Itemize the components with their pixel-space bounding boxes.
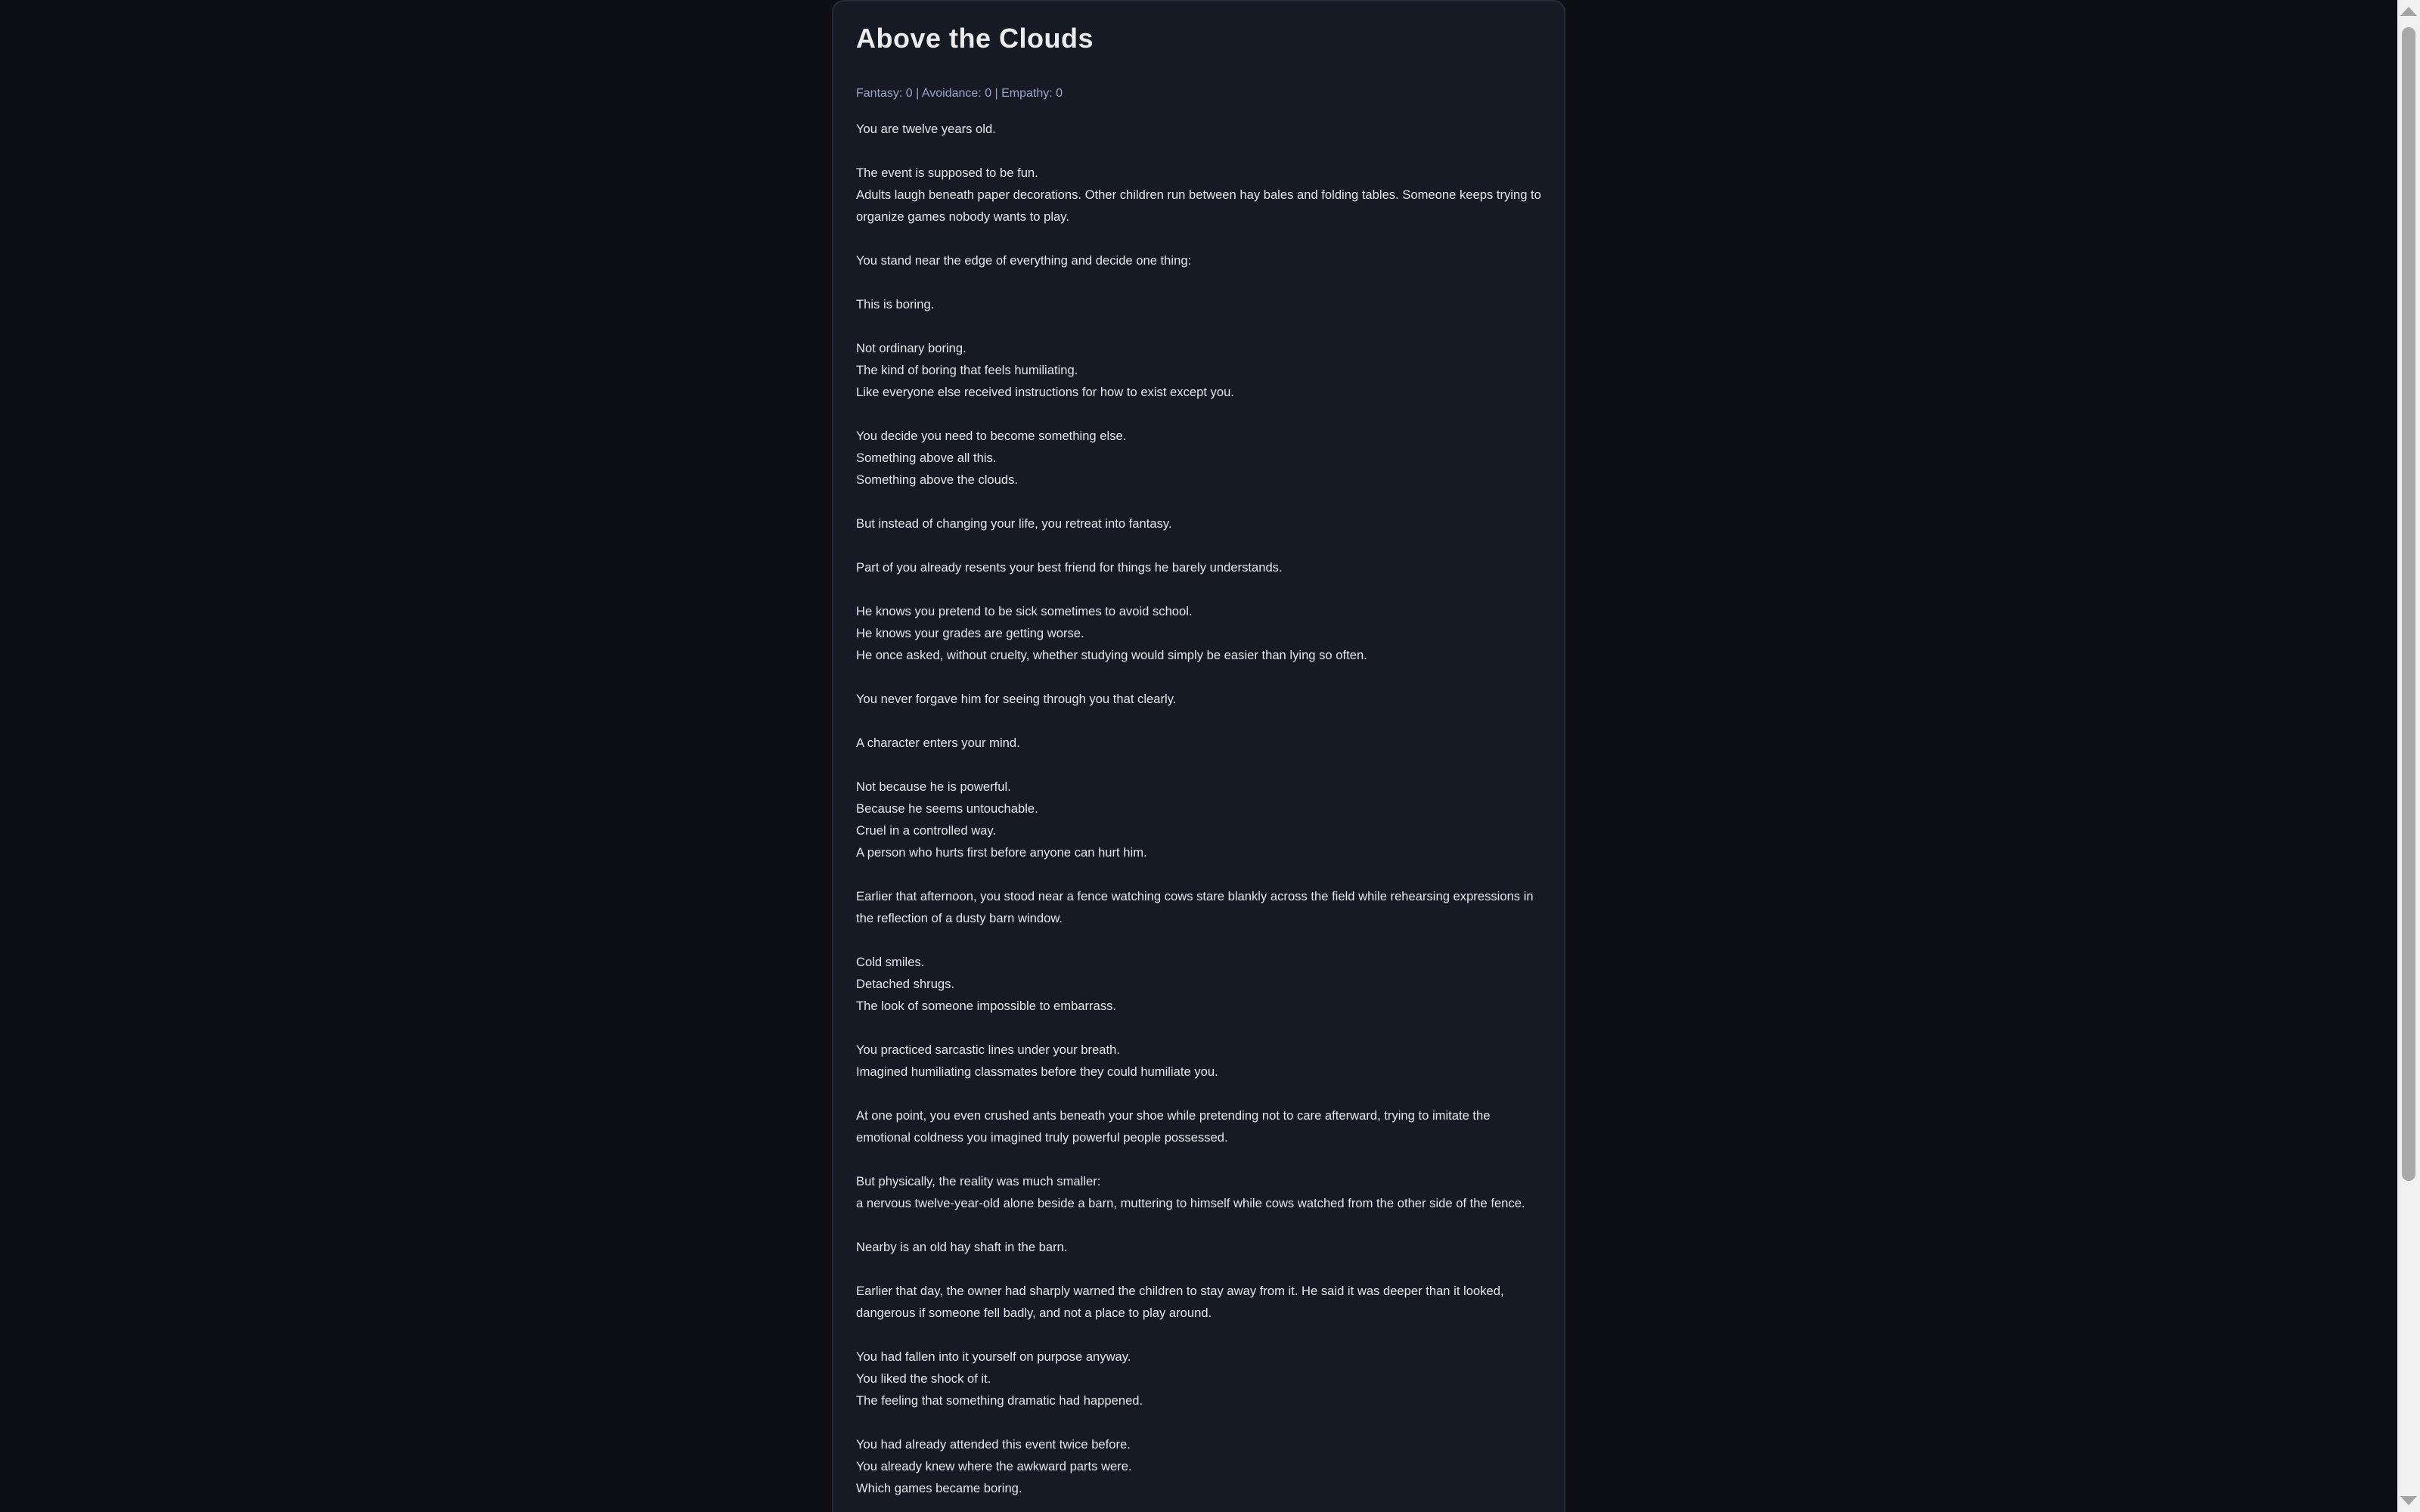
story-line: You already knew where the awkward parts were. (856, 1459, 1132, 1473)
story-paragraph (856, 249, 1541, 271)
scroll-down-arrow-icon[interactable] (2400, 1496, 2417, 1505)
story-line: Earlier that afternoon, you stood near a fence watching cows stare blankly across the field while rehearsing expressions in the reflection of a dusty barn window. (856, 889, 1534, 925)
story-paragraph (856, 600, 1541, 666)
story-line: He knows your grades are getting worse. (856, 626, 1084, 640)
story-paragraph (856, 688, 1541, 710)
story-line: He once asked, without cruelty, whether studying would simply be easier than lying so often. (856, 648, 1367, 662)
story-paragraph (856, 951, 1541, 1017)
story-paragraph (856, 425, 1541, 491)
story-paragraph (856, 513, 1541, 534)
scroll-up-arrow-icon[interactable] (2400, 7, 2417, 16)
story-line: Earlier that day, the owner had sharply warned the children to stay away from it. He said it was deeper than it looked, dangerous if someone fell badly, and not a place to play around. (856, 1284, 1504, 1320)
story-paragraph (856, 1039, 1541, 1083)
story-line: a nervous twelve-year-old alone beside a barn, muttering to himself while cows watched from the other side of the fence. (856, 1196, 1525, 1210)
vertical-scrollbar[interactable] (2397, 0, 2420, 1512)
story-paragraph (856, 1170, 1541, 1214)
story-line: You never forgave him for seeing through you that clearly. (856, 692, 1177, 706)
story-paragraph (856, 118, 1541, 140)
story-paragraph (856, 1433, 1541, 1499)
story-paragraph (856, 337, 1541, 403)
story-line: You had already attended this event twice before. (856, 1437, 1131, 1452)
stats-line: Fantasy: 0 | Avoidance: 0 | Empathy: 0 (856, 87, 1063, 100)
story-line: You had fallen into it yourself on purpose anyway. (856, 1349, 1131, 1364)
story-line: At one point, you even crushed ants beneath your shoe while pretending not to care afterward, trying to imitate the emotional coldness you imagined truly powerful people possessed. (856, 1108, 1491, 1145)
story-line: Not ordinary boring. (856, 341, 966, 355)
story-paragraph (856, 1236, 1541, 1258)
story-title: Above the Clouds (856, 23, 1094, 54)
story-line: The feeling that something dramatic had happened. (856, 1393, 1143, 1408)
story-line: This is boring. (856, 297, 935, 311)
story-line: Something above all this. (856, 451, 997, 465)
story-paragraph (856, 885, 1541, 929)
story-line: Adults laugh beneath paper decorations. Other children run between hay bales and folding tables. Someone keeps trying to organize games nobody wants to play. (856, 187, 1541, 224)
story-line: The kind of boring that feels humiliating. (856, 363, 1078, 377)
story-line: Detached shrugs. (856, 977, 955, 991)
story-paragraph (856, 293, 1541, 315)
story-paragraph (856, 1346, 1541, 1411)
story-line: Cold smiles. (856, 955, 925, 969)
story-line: Nearby is an old hay shaft in the barn. (856, 1240, 1068, 1254)
story-paragraph (856, 556, 1541, 578)
story-line: Not because he is powerful. (856, 779, 1011, 794)
story-paragraph (856, 1105, 1541, 1148)
story-line: A character enters your mind. (856, 736, 1020, 750)
story-paragraph (856, 776, 1541, 863)
story-paragraph (856, 1280, 1541, 1324)
story-line: You stand near the edge of everything and decide one thing: (856, 253, 1192, 268)
story-line: The event is supposed to be fun. (856, 166, 1038, 180)
story-line: But instead of changing your life, you retreat into fantasy. (856, 516, 1172, 531)
story-paragraph (856, 162, 1541, 228)
story-line: You practiced sarcastic lines under your breath. (856, 1043, 1120, 1057)
story-line: You are twelve years old. (856, 122, 996, 136)
story-line: Imagined humiliating classmates before they could humiliate you. (856, 1064, 1218, 1079)
story-line: A person who hurts first before anyone can hurt him. (856, 845, 1147, 860)
story-line: Because he seems untouchable. (856, 801, 1038, 816)
story-line: Which games became boring. (856, 1481, 1022, 1495)
story-line: Part of you already resents your best friend for things he barely understands. (856, 560, 1283, 575)
story-line: But physically, the reality was much smaller: (856, 1174, 1101, 1188)
story-paragraph (856, 732, 1541, 754)
story-line: Like everyone else received instructions for how to exist except you. (856, 385, 1234, 399)
story-line: The look of someone impossible to embarrass. (856, 999, 1117, 1013)
story-line: Something above the clouds. (856, 472, 1019, 487)
story-text (856, 118, 1541, 1499)
story-line: You decide you need to become something else. (856, 429, 1127, 443)
scroll-thumb[interactable] (2402, 27, 2415, 1181)
story-line: He knows you pretend to be sick sometimes to avoid school. (856, 604, 1193, 618)
story-line: Cruel in a controlled way. (856, 823, 997, 838)
story-line: You liked the shock of it. (856, 1371, 991, 1386)
story-card (832, 0, 1565, 1512)
